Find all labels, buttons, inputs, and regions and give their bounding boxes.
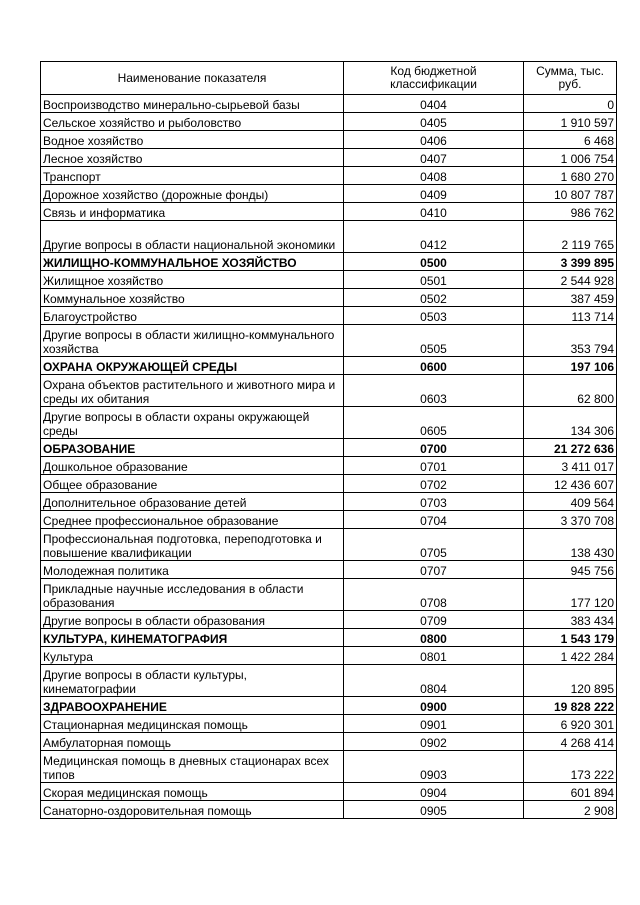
row-code: 0500	[344, 253, 524, 271]
row-code: 0501	[344, 271, 524, 289]
table-row	[41, 801, 617, 819]
table-row	[41, 783, 617, 801]
row-code: 0404	[344, 95, 524, 113]
table-row	[41, 271, 617, 289]
row-sum: 945 756	[524, 561, 617, 579]
row-code: 0702	[344, 475, 524, 493]
table-row	[41, 733, 617, 751]
table-row	[41, 307, 617, 325]
table-row	[41, 95, 617, 113]
row-name: Скорая медицинская помощь	[41, 783, 344, 801]
row-sum: 986 762	[524, 203, 617, 221]
row-name: Благоустройство	[41, 307, 344, 325]
row-name: Прикладные научные исследования в области образования	[41, 579, 344, 611]
row-name: Транспорт	[41, 167, 344, 185]
row-code: 0804	[344, 665, 524, 697]
row-code: 0409	[344, 185, 524, 203]
row-code: 0502	[344, 289, 524, 307]
table-row	[41, 375, 617, 407]
row-code: 0900	[344, 697, 524, 715]
row-sum: 2 119 765	[524, 221, 617, 253]
table-row	[41, 113, 617, 131]
table-row	[41, 751, 617, 783]
row-name: Охрана объектов растительного и животного мира и среды их обитания	[41, 375, 344, 407]
row-code: 0503	[344, 307, 524, 325]
row-name: КУЛЬТУРА, КИНЕМАТОГРАФИЯ	[41, 629, 344, 647]
section-row	[41, 629, 617, 647]
row-code: 0704	[344, 511, 524, 529]
table-row	[41, 289, 617, 307]
row-sum: 113 714	[524, 307, 617, 325]
row-sum: 197 106	[524, 357, 617, 375]
row-sum: 120 895	[524, 665, 617, 697]
row-sum: 173 222	[524, 751, 617, 783]
table-row	[41, 325, 617, 357]
row-code: 0603	[344, 375, 524, 407]
row-name: Дополнительное образование детей	[41, 493, 344, 511]
row-sum: 134 306	[524, 407, 617, 439]
row-sum: 3 399 895	[524, 253, 617, 271]
row-sum: 1 910 597	[524, 113, 617, 131]
table-row	[41, 185, 617, 203]
row-sum: 1 422 284	[524, 647, 617, 665]
row-sum: 353 794	[524, 325, 617, 357]
row-code: 0700	[344, 439, 524, 457]
row-sum: 409 564	[524, 493, 617, 511]
row-sum: 6 920 301	[524, 715, 617, 733]
row-code: 0904	[344, 783, 524, 801]
row-sum: 1 680 270	[524, 167, 617, 185]
row-sum: 0	[524, 95, 617, 113]
row-sum: 601 894	[524, 783, 617, 801]
table-row	[41, 457, 617, 475]
row-code: 0600	[344, 357, 524, 375]
row-sum: 387 459	[524, 289, 617, 307]
table-row	[41, 475, 617, 493]
row-sum: 4 268 414	[524, 733, 617, 751]
row-code: 0505	[344, 325, 524, 357]
section-row	[41, 697, 617, 715]
header-code: Код бюджетной классификации	[344, 62, 524, 95]
row-sum: 19 828 222	[524, 697, 617, 715]
table-row	[41, 715, 617, 733]
row-sum: 1 006 754	[524, 149, 617, 167]
row-name: Жилищное хозяйство	[41, 271, 344, 289]
section-row	[41, 439, 617, 457]
table-row	[41, 611, 617, 629]
row-name: Санаторно-оздоровительная помощь	[41, 801, 344, 819]
header-sum: Сумма, тыс. руб.	[524, 62, 617, 95]
row-code: 0605	[344, 407, 524, 439]
table-row	[41, 511, 617, 529]
header-name: Наименование показателя	[41, 62, 344, 95]
table-row	[41, 221, 617, 253]
row-code: 0703	[344, 493, 524, 511]
row-code: 0901	[344, 715, 524, 733]
budget-table	[40, 61, 617, 819]
row-code: 0407	[344, 149, 524, 167]
row-name: ОХРАНА ОКРУЖАЮЩЕЙ СРЕДЫ	[41, 357, 344, 375]
row-code: 0905	[344, 801, 524, 819]
row-code: 0705	[344, 529, 524, 561]
row-name: Дошкольное образование	[41, 457, 344, 475]
row-code: 0408	[344, 167, 524, 185]
row-name: Другие вопросы в области образования	[41, 611, 344, 629]
row-sum: 12 436 607	[524, 475, 617, 493]
row-code: 0701	[344, 457, 524, 475]
row-sum: 138 430	[524, 529, 617, 561]
table-row	[41, 167, 617, 185]
row-name: Медицинская помощь в дневных стационарах всех типов	[41, 751, 344, 783]
row-sum: 3 411 017	[524, 457, 617, 475]
table-header-row	[41, 62, 617, 95]
row-sum: 1 543 179	[524, 629, 617, 647]
row-name: Водное хозяйство	[41, 131, 344, 149]
row-name: Сельское хозяйство и рыболовство	[41, 113, 344, 131]
row-sum: 6 468	[524, 131, 617, 149]
row-name: Другие вопросы в области культуры, кинематографии	[41, 665, 344, 697]
row-name: Общее образование	[41, 475, 344, 493]
row-sum: 10 807 787	[524, 185, 617, 203]
row-name: Культура	[41, 647, 344, 665]
row-sum: 2 544 928	[524, 271, 617, 289]
row-name: Среднее профессиональное образование	[41, 511, 344, 529]
row-name: Стационарная медицинская помощь	[41, 715, 344, 733]
table-row	[41, 493, 617, 511]
row-name: Молодежная политика	[41, 561, 344, 579]
table-row	[41, 149, 617, 167]
row-code: 0709	[344, 611, 524, 629]
table-row	[41, 131, 617, 149]
table-row	[41, 647, 617, 665]
table-row	[41, 529, 617, 561]
row-sum: 383 434	[524, 611, 617, 629]
row-code: 0406	[344, 131, 524, 149]
row-name: Дорожное хозяйство (дорожные фонды)	[41, 185, 344, 203]
table-row	[41, 203, 617, 221]
table-row	[41, 665, 617, 697]
row-name: Воспроизводство минерально-сырьевой базы	[41, 95, 344, 113]
row-sum: 21 272 636	[524, 439, 617, 457]
row-name: Связь и информатика	[41, 203, 344, 221]
row-name: Другие вопросы в области охраны окружающей среды	[41, 407, 344, 439]
section-row	[41, 357, 617, 375]
row-name: Другие вопросы в области национальной экономики	[41, 221, 344, 253]
row-name: ЖИЛИЩНО-КОММУНАЛЬНОЕ ХОЗЯЙСТВО	[41, 253, 344, 271]
row-code: 0902	[344, 733, 524, 751]
row-sum: 177 120	[524, 579, 617, 611]
row-name: Профессиональная подготовка, переподготовка и повышение квалификации	[41, 529, 344, 561]
section-row	[41, 253, 617, 271]
row-code: 0903	[344, 751, 524, 783]
row-name: ОБРАЗОВАНИЕ	[41, 439, 344, 457]
row-code: 0708	[344, 579, 524, 611]
row-name: Лесное хозяйство	[41, 149, 344, 167]
table-row	[41, 561, 617, 579]
table-row	[41, 407, 617, 439]
row-sum: 62 800	[524, 375, 617, 407]
row-code: 0707	[344, 561, 524, 579]
row-code: 0412	[344, 221, 524, 253]
row-sum: 2 908	[524, 801, 617, 819]
table-row	[41, 579, 617, 611]
row-name: Коммунальное хозяйство	[41, 289, 344, 307]
row-code: 0800	[344, 629, 524, 647]
row-sum: 3 370 708	[524, 511, 617, 529]
row-name: ЗДРАВООХРАНЕНИЕ	[41, 697, 344, 715]
row-code: 0410	[344, 203, 524, 221]
row-code: 0801	[344, 647, 524, 665]
row-name: Амбулаторная помощь	[41, 733, 344, 751]
row-code: 0405	[344, 113, 524, 131]
row-name: Другие вопросы в области жилищно-коммунального хозяйства	[41, 325, 344, 357]
